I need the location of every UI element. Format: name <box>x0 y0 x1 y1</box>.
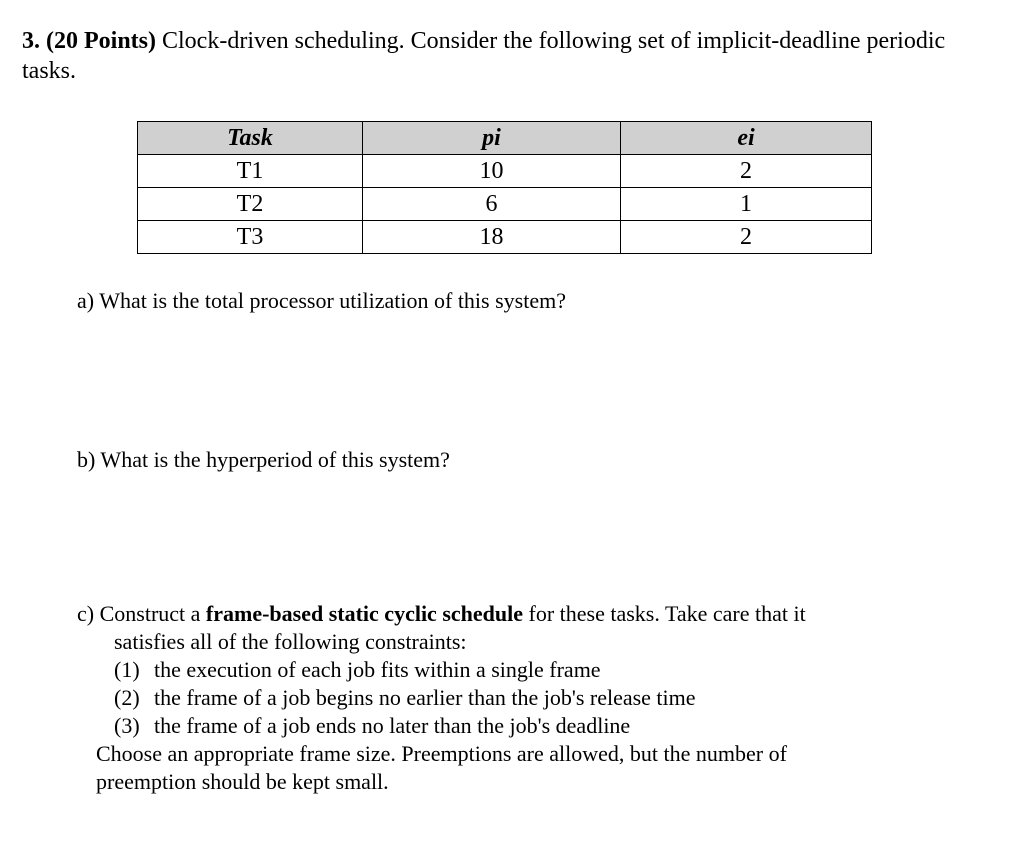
constraint-text: the frame of a job ends no later than the job's deadline <box>154 713 631 738</box>
table-row <box>138 188 872 221</box>
question-c-line2: satisfies all of the following constraints: <box>114 629 467 654</box>
cell-exec: 2 <box>621 155 872 188</box>
constraint-text: the execution of each job fits within a single frame <box>154 657 601 682</box>
constraint-text: the frame of a job begins no earlier than the job's release time <box>154 685 696 710</box>
constraint-item <box>77 656 977 684</box>
cell-period: 18 <box>363 221 621 254</box>
cell-exec: 2 <box>621 221 872 254</box>
cell-task: T3 <box>138 221 363 254</box>
header-exec: ei <box>621 122 872 155</box>
constraint-item <box>77 684 977 712</box>
header-task: Task <box>138 122 363 155</box>
problem-intro: Clock-driven scheduling. Consider the following set of implicit-deadline periodic tasks. <box>22 28 946 84</box>
problem-heading <box>22 26 982 86</box>
constraint-number: (3) <box>114 713 140 738</box>
table-row <box>138 155 872 188</box>
question-c-tail2: preemption should be kept small. <box>96 769 389 794</box>
cell-period: 6 <box>363 188 621 221</box>
question-c-line1 <box>77 600 977 628</box>
cell-task: T2 <box>138 188 363 221</box>
question-c-suffix: for these tasks. Take care that it <box>523 601 806 626</box>
question-a: a) What is the total processor utilization of this system? <box>77 288 566 313</box>
table-row <box>138 221 872 254</box>
problem-number: 3. (20 Points) <box>22 28 156 54</box>
cell-period: 10 <box>363 155 621 188</box>
table-header-row <box>138 122 872 155</box>
question-c-prefix: c) Construct a <box>77 601 206 626</box>
question-c-bold: frame-based static cyclic schedule <box>205 601 523 626</box>
cell-exec: 1 <box>621 188 872 221</box>
constraint-item <box>77 712 977 740</box>
question-c-tail1: Choose an appropriate frame size. Preemptions are allowed, but the number of <box>96 741 787 766</box>
header-period: pi <box>363 122 621 155</box>
question-b: b) What is the hyperperiod of this system? <box>77 447 450 472</box>
cell-task: T1 <box>138 155 363 188</box>
constraint-number: (1) <box>114 657 140 682</box>
question-c <box>77 600 977 796</box>
constraint-number: (2) <box>114 685 140 710</box>
task-table <box>137 121 872 254</box>
